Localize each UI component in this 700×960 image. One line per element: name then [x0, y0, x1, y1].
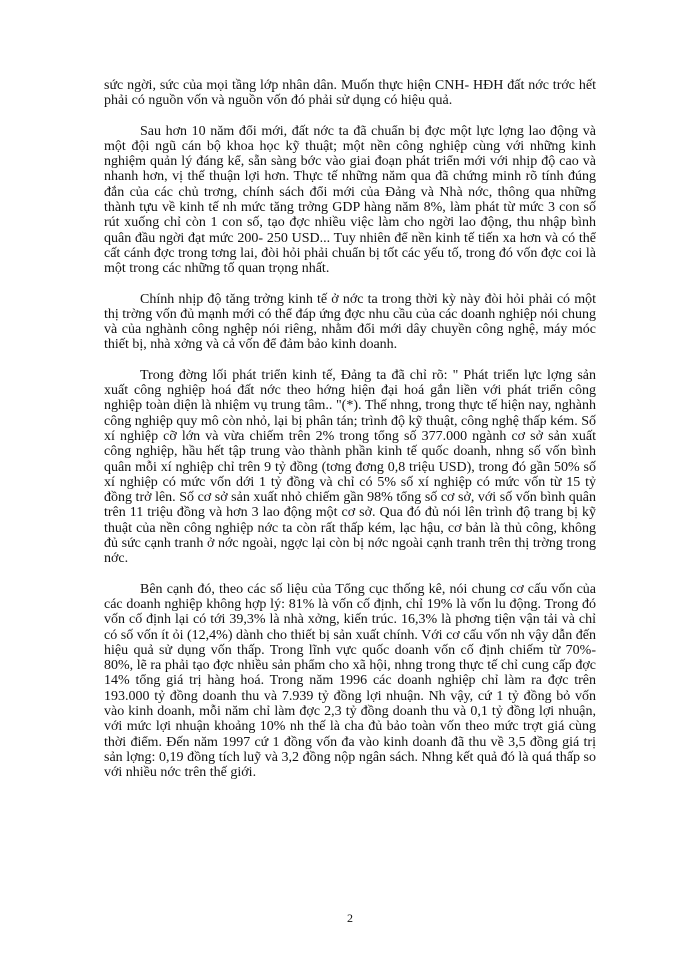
- paragraph-1: sức ngời, sức của mọi tầng lớp nhân dân. Muốn thực hiện CNH- HĐH đất nớc trớc hết phải có nguồn vốn và nguồn vốn đó phải sử dụng có hiệu quả.: [104, 78, 596, 109]
- document-body: [104, 78, 596, 795]
- paragraph-2: Sau hơn 10 năm đổi mới, đất nớc ta đã chuẩn bị đợc một lực lợng lao động và một đội ngũ cán bộ khoa học kỹ thuật; một nền công nghiệp cùng với những kinh nghiệm quản lý đáng kể, sẵn sàng bớc vào giai đoạn phát triển mới với nhịp độ cao và nhanh hơn, vị thế thuận lợi hơn. Thực tế những năm qua đã chứng minh rõ tính đúng đắn của các chủ trơng, chính sách đổi mới của Đảng và Nhà nớc, thông qua những thành tựu về kinh tế nh mức tăng trởng GDP hàng năm 8%, làm phát từ mức 3 con số rút xuống chỉ còn 1 con số, tạo đợc nhiều việc làm cho ngời lao động, thu nhập bình quân đầu ngời đạt mức 200- 250 USD... Tuy nhiên để nền kinh tế tiến xa hơn và có thể cất cánh đợc trong tơng lai, đòi hỏi phải chuẩn bị tốt các yếu tố, trong đó vốn đợc coi là một trong các những tố quan trọng nhất.: [104, 123, 596, 277]
- paragraph-3: Chính nhịp độ tăng trởng kinh tế ở nớc ta trong thời kỳ này đòi hỏi phải có một thị trờng vốn đủ mạnh mới có thể đáp ứng đợc nhu cầu của các doanh nghiệp nói chung và của nghành công nghệp nói riêng, nhằm đổi mới dây chuyền công nghệ, máy móc thiết bị, nhà xởng và cả vốn để đảm bảo kinh doanh.: [104, 291, 596, 353]
- page-number: 2: [347, 911, 353, 925]
- paragraph-4: Trong đờng lối phát triển kinh tế, Đảng ta đã chỉ rõ: " Phát triển lực lợng sản xuất công nghiệp hoá đất nớc theo hớng hiện đại hoá gắn liền với phát triển công nghiệp toàn diện là nhiệm vụ trung tâm.. "(*). Thế nhng, trong thực tế hiện nay, nghành công nghiệp quy mô còn nhỏ, lại bị phân tán; trình độ kỹ thuật, công nghệ thấp kém. Số xí nghiệp cỡ lớn và vừa chiếm trên 2% trong tổng số 377.000 ngành cơ sở sản xuất công nghiệp, hầu hết tập trung vào thành phần kinh tế quốc doanh, nhng số vốn bình quân mỗi xí nghiệp chỉ trên 9 tỷ đồng (tơng đơng 0,8 triệu USD), trong đó gần 50% số xí nghiệp có mức vốn dới 1 tỷ đồng và chỉ có 5% số xí nghiệp có mức vốn từ 15 tỷ đồng trở lên. Số cơ sở sản xuất nhỏ chiếm gần 98% tổng số cơ sở, với số vốn bình quân trên 11 triệu đồng và hơn 3 lao động một cơ sở. Qua đó đủ nói lên trình độ trang bị kỹ thuật của nền công nghiệp nớc ta còn rất thấp kém, lạc hậu, cơ bản là thủ công, không đủ sức cạnh tranh ở nớc ngoài, ngợc lại còn bị nớc ngoài cạnh tranh trên thị trờng trong nớc.: [104, 367, 596, 567]
- paragraph-5: Bên cạnh đó, theo các số liệu của Tổng cục thống kê, nói chung cơ cấu vốn của các doanh nghiệp không hợp lý: 81% là vốn cố định, chỉ 19% là vốn lu động. Trong đó vốn cố định lại có tới 39,3% là nhà xởng, kiến trúc. 16,3% là phơng tiện vận tải và chỉ có số vốn ít ỏi (12,4%) dành cho thiết bị sản xuất chính. Với cơ cấu vốn nh vậy dẫn đến hiệu quả sử dụng vốn thấp. Trong lĩnh vực quốc doanh vốn cố định chiếm từ 70%- 80%, lẽ ra phải tạo đợc nhiều sản phẩm cho xã hội, nhng trong thực tế chỉ cung cấp đợc 14% tổng giá trị hàng hoá. Trong năm 1996 các doanh nghiệp chỉ làm ra đợc trên 193.000 tỷ đồng doanh thu và 7.939 tỷ đồng lợi nhuận. Nh vậy, cứ 1 tỷ đồng bỏ vốn vào kinh doanh, mỗi năm chỉ làm đợc 2,3 tỷ đồng doanh thu và 0,1 tỷ đồng lợi nhuận, với mức lợi nhuận khoảng 10% nh thế là cha đủ bảo toàn vốn theo mức trợt giá cùng thời điểm. Đến năm 1997 cứ 1 đồng vốn đa vào kinh doanh đã thu về 3,5 đồng giá trị sản lợng: 0,19 đồng tích luỹ và 3,2 đồng nộp ngân sách. Nhng kết quả đó là quá thấp so với nhiều nớc trên thế giới.: [104, 581, 596, 781]
